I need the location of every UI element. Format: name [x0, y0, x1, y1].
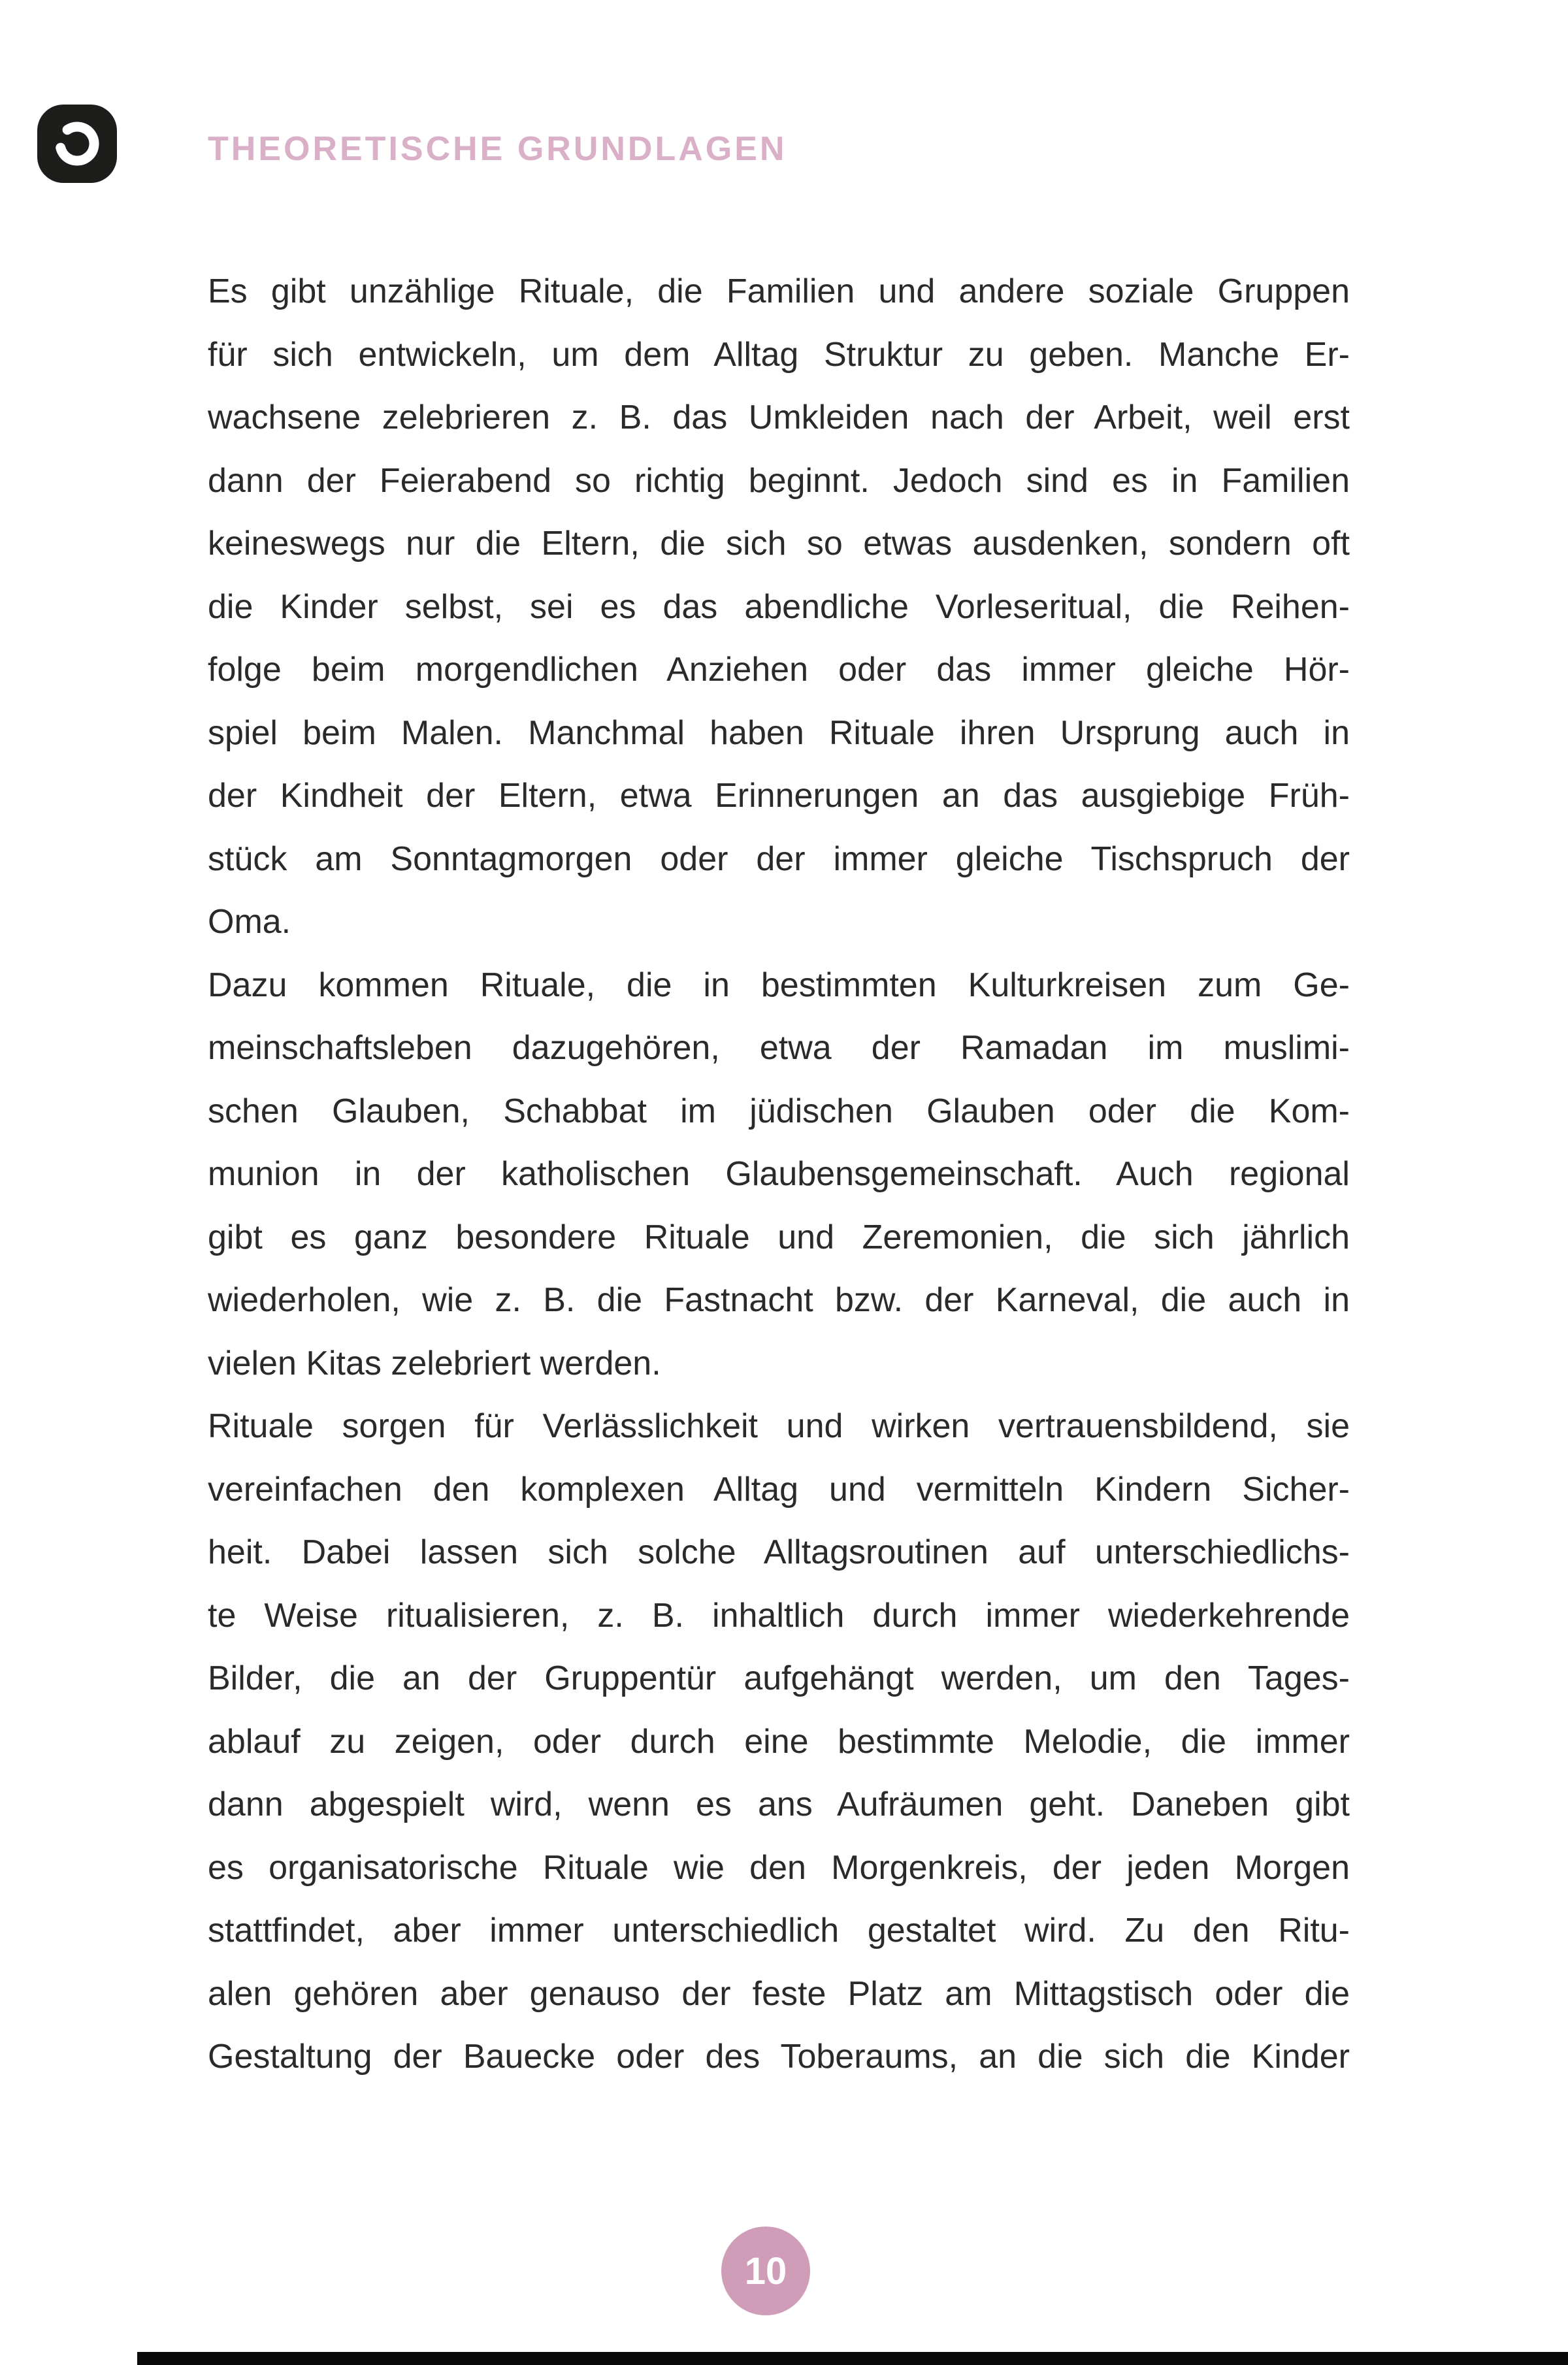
- text-line: gibt es ganz besondere Rituale und Zeremonien, die sich jährlich: [208, 1218, 1350, 1256]
- text-line: es organisatorische Rituale wie den Morgenkreis, der jeden Morgen: [208, 1848, 1350, 1887]
- text-line: Bilder, die an der Gruppentür aufgehängt werden, um den Tages-: [208, 1659, 1350, 1697]
- text-line: Es gibt unzählige Rituale, die Familien und andere soziale Gruppen: [208, 272, 1350, 310]
- text-line: vielen Kitas zelebriert werden.: [208, 1344, 661, 1382]
- text-line: wachsene zelebrieren z. B. das Umkleiden nach der Arbeit, weil erst: [208, 399, 1350, 436]
- text-line: die Kinder selbst, sei es das abendliche Vorleseritual, die Reihen-: [208, 587, 1350, 626]
- text-line: keineswegs nur die Eltern, die sich so etwas ausdenken, sondern oft: [208, 525, 1350, 563]
- text-line: stattfindet, aber immer unterschiedlich gestaltet wird. Zu den Ritu-: [208, 1912, 1350, 1949]
- text-line: dann der Feierabend so richtig beginnt. Jedoch sind es in Familien: [208, 461, 1350, 500]
- paragraph: [208, 954, 1350, 1395]
- text-line: alen gehören aber genauso der feste Platz am Mittagstisch oder die: [208, 1974, 1350, 2013]
- body-text: [208, 260, 1350, 2089]
- text-line: der Kindheit der Eltern, etwa Erinnerungen an das ausgiebige Früh-: [208, 777, 1350, 815]
- paragraph: [208, 260, 1350, 954]
- text-line: Gestaltung der Bauecke oder des Toberaums, an die sich die Kinder: [208, 2038, 1350, 2076]
- text-line: wiederholen, wie z. B. die Fastnacht bzw. der Karneval, die auch in: [208, 1281, 1350, 1319]
- text-line: folge beim morgendlichen Anziehen oder das immer gleiche Hör-: [208, 651, 1350, 689]
- text-line: vereinfachen den komplexen Alltag und vermitteln Kindern Sicher-: [208, 1470, 1350, 1509]
- page-number: 10: [744, 2249, 787, 2292]
- text-line: Oma.: [208, 903, 291, 941]
- text-line: dann abgespielt wird, wenn es ans Aufräumen geht. Daneben gibt: [208, 1786, 1350, 1823]
- text-line: te Weise ritualisieren, z. B. inhaltlich durch immer wiederkehrende: [208, 1596, 1350, 1635]
- chapter-header: THEORETISCHE GRUNDLAGEN: [208, 130, 787, 168]
- text-line: für sich entwickeln, um dem Alltag Struktur zu geben. Manche Er-: [208, 335, 1350, 374]
- scan-edge-bar: [137, 2352, 1568, 2365]
- paragraph: [208, 1395, 1350, 2089]
- text-line: Rituale sorgen für Verlässlichkeit und wirken vertrauensbildend, sie: [208, 1407, 1350, 1445]
- ring-icon: [52, 118, 103, 169]
- page-number-badge: [721, 2226, 810, 2315]
- text-line: meinschaftsleben dazugehören, etwa der Ramadan im muslimi-: [208, 1029, 1350, 1067]
- text-line: stück am Sonntagmorgen oder der immer gleiche Tischspruch der: [208, 840, 1350, 878]
- text-line: Dazu kommen Rituale, die in bestimmten Kulturkreisen zum Ge-: [208, 966, 1350, 1004]
- text-line: munion in der katholischen Glaubensgemeinschaft. Auch regional: [208, 1155, 1350, 1193]
- publisher-logo-badge: [37, 105, 117, 183]
- text-line: spiel beim Malen. Manchmal haben Rituale ihren Ursprung auch in: [208, 713, 1350, 752]
- text-line: ablauf zu zeigen, oder durch eine bestimmte Melodie, die immer: [208, 1722, 1350, 1761]
- text-line: schen Glauben, Schabbat im jüdischen Glauben oder die Kom-: [208, 1092, 1350, 1130]
- text-line: heit. Dabei lassen sich solche Alltagsroutinen auf unterschiedlichs-: [208, 1533, 1350, 1571]
